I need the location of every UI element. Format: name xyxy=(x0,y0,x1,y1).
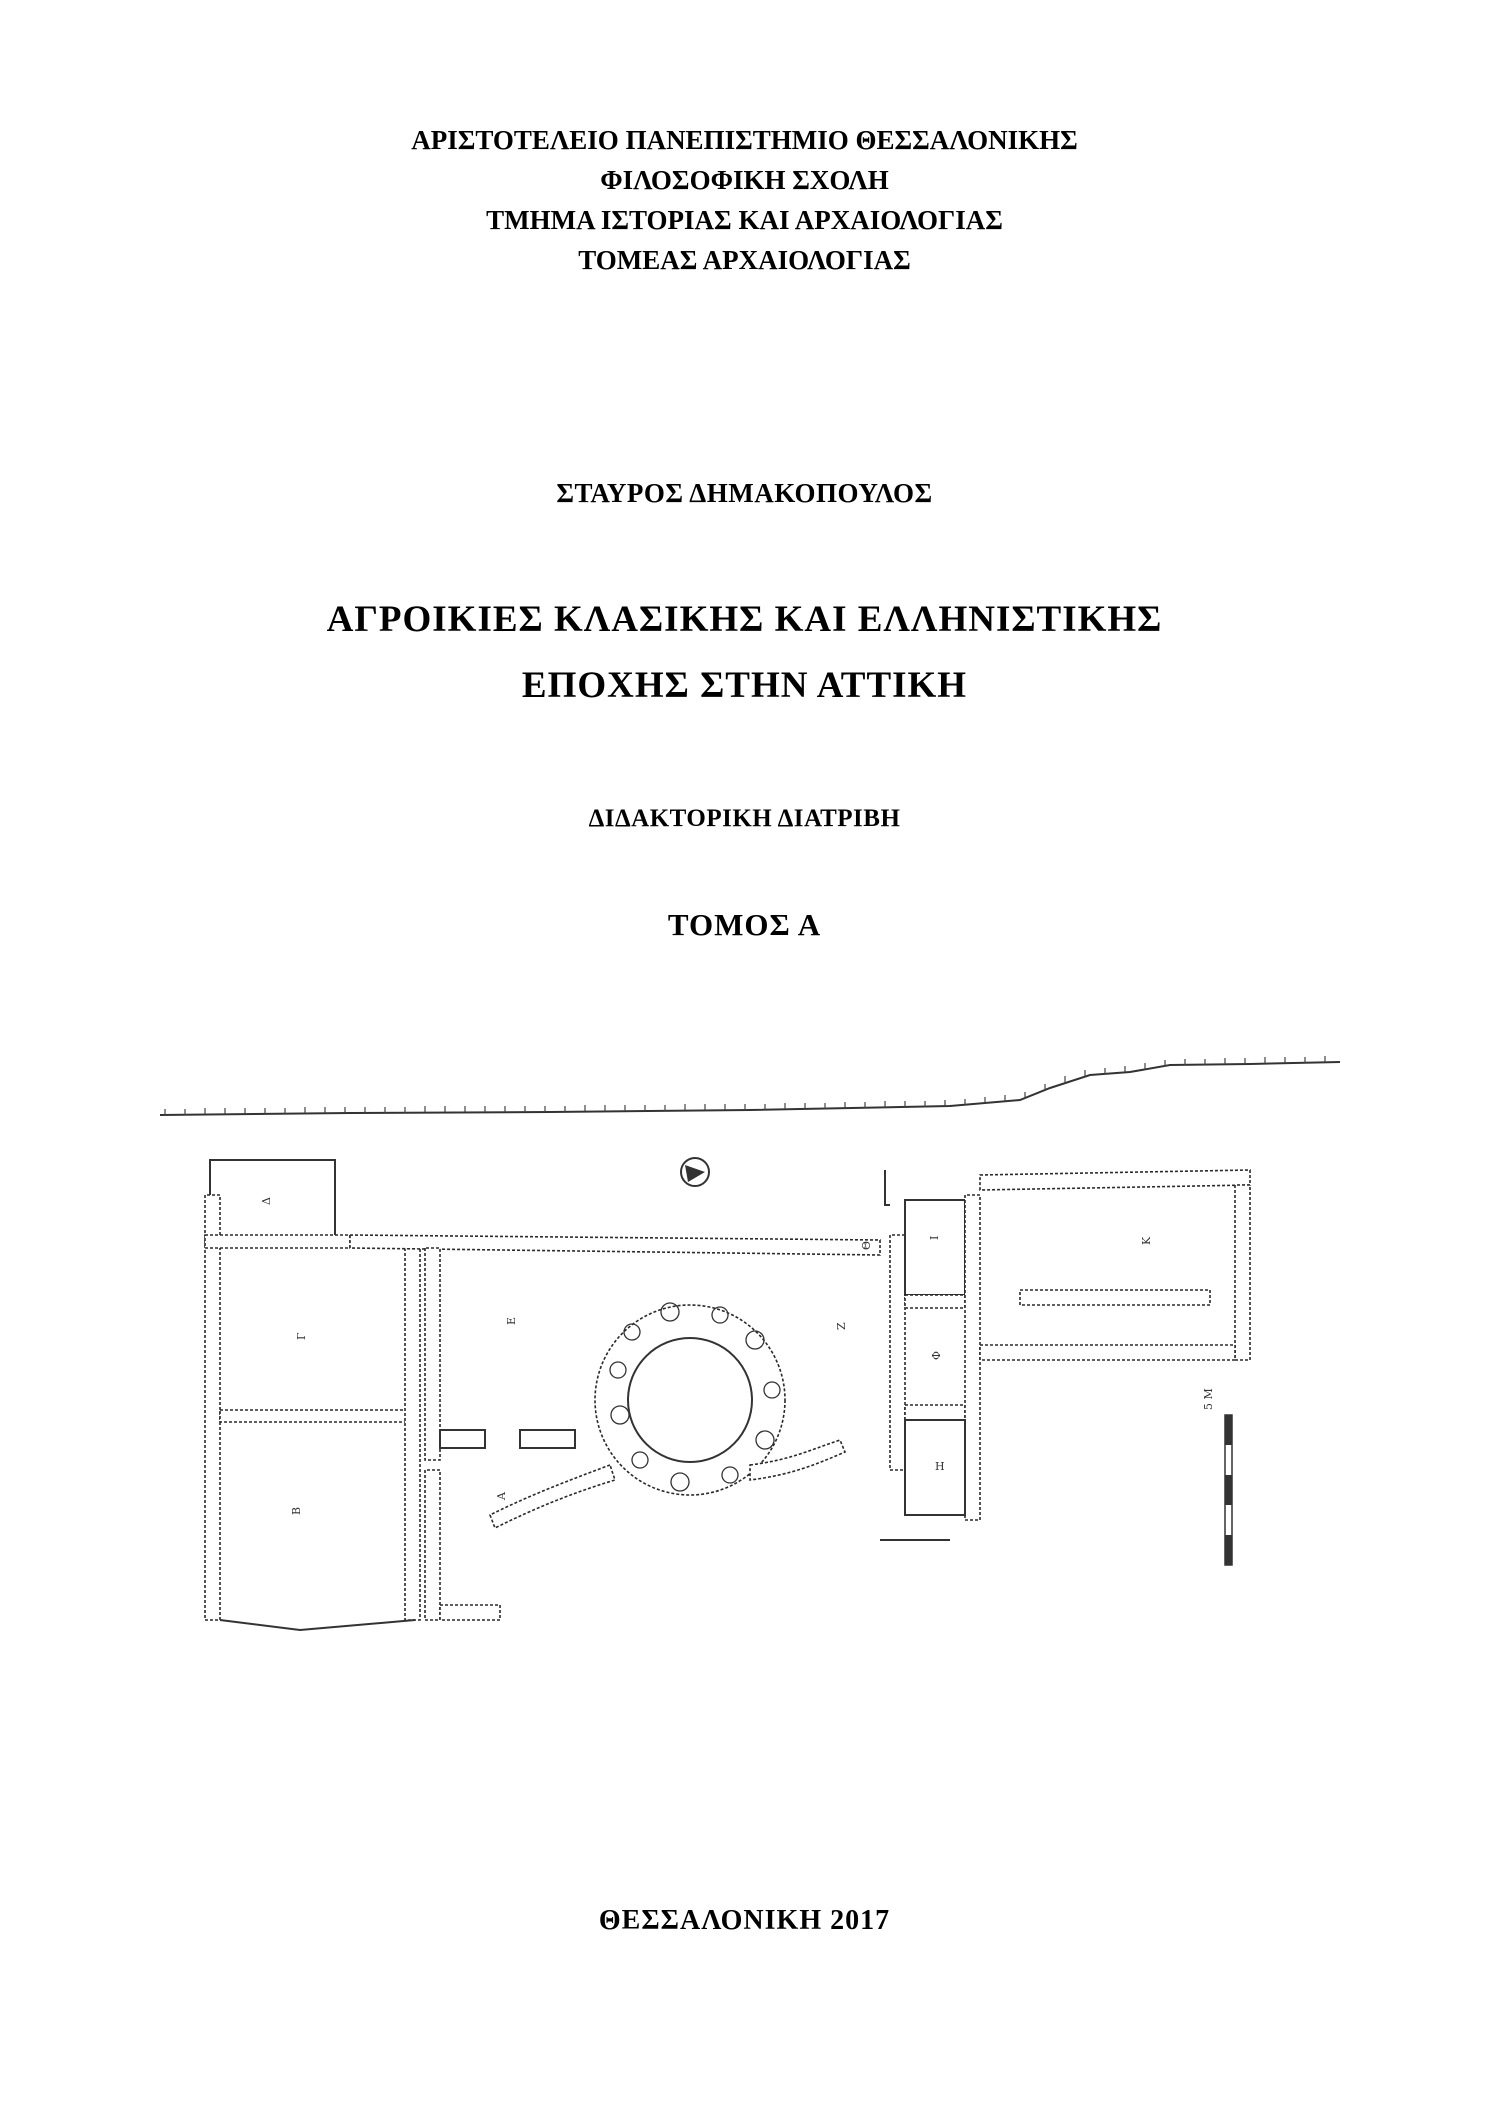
passage-block-2 xyxy=(520,1430,575,1448)
east-south-wall xyxy=(980,1345,1235,1360)
volume-label: ΤΟΜΟΣ Α xyxy=(667,907,822,942)
place-and-year: ΘΕΣΣΑΛΟΝΙΚΗ 2017 xyxy=(598,1905,891,1936)
east-north-wall xyxy=(980,1170,1250,1190)
title-line-1: ΑΓΡΟΙΚΙΕΣ ΚΛΑΣΙΚΗΣ ΚΑΙ ΕΛΛΗΝΙΣΤΙΚΗΣ xyxy=(326,599,1163,640)
room-label-theta: Θ xyxy=(860,1240,873,1250)
room-label-zeta: Ζ xyxy=(835,1322,848,1330)
room-label-eta: Η xyxy=(935,1460,945,1473)
room-iota xyxy=(905,1200,965,1295)
room-label-alpha: Α xyxy=(495,1492,508,1500)
room-label-delta: Δ xyxy=(260,1197,273,1205)
room-label-iota: Ι xyxy=(928,1235,941,1240)
corridor-inner-wall xyxy=(425,1248,440,1460)
author-name: ΣΤΑΥΡΟΣ ΔΗΜΑΚΟΠΟΥΛΟΣ xyxy=(556,478,933,508)
thesis-type: ΔΙΔΑΚΤΟΡΙΚΗ ΔΙΑΤΡΙΒΗ xyxy=(588,805,901,832)
scale-label: 5 M xyxy=(1202,1388,1215,1410)
room-label-phi: Φ xyxy=(930,1350,943,1360)
room-label-beta: Β xyxy=(290,1506,303,1515)
north-wall-west xyxy=(205,1235,350,1248)
title-line-2: ΕΠΟΧΗΣ ΣΤΗΝ ΑΤΤΙΚΗ xyxy=(521,665,968,706)
south-step xyxy=(440,1605,500,1620)
west-wall xyxy=(205,1195,220,1620)
site-plan-svg xyxy=(150,1020,1350,1640)
inner-wall-west xyxy=(405,1248,420,1620)
sector-name: ΤΟΜΕΑΣ ΑΡΧΑΙΟΛΟΓΙΑΣ xyxy=(578,245,911,275)
tower-curve-wall-west xyxy=(490,1465,615,1528)
terrain-line xyxy=(160,1062,1340,1115)
room-gamma-divider xyxy=(220,1410,410,1422)
east-room-wall xyxy=(965,1195,980,1520)
department-name: ΤΜΗΜΑ ΙΣΤΟΡΙΑΣ ΚΑΙ ΑΡΧΑΙΟΛΟΓΙΑΣ xyxy=(486,205,1003,235)
site-plan-drawing xyxy=(150,1020,1350,1640)
north-arrow-pointer xyxy=(685,1165,705,1182)
room-iota-divider xyxy=(905,1295,965,1308)
south-wall-west xyxy=(220,1620,415,1630)
terrain-hatching xyxy=(165,1056,1325,1115)
lower-inner-wall xyxy=(425,1470,440,1620)
east-east-wall xyxy=(1235,1185,1250,1360)
room-label-gamma: Γ xyxy=(295,1332,308,1340)
room-label-epsilon: Ε xyxy=(505,1316,518,1325)
university-name: ΑΡΙΣΤΟΤΕΛΕΙΟ ΠΑΝΕΠΙΣΤΗΜΙΟ ΘΕΣΣΑΛΟΝΙΚΗΣ xyxy=(411,125,1078,155)
east-inner-wall xyxy=(890,1235,905,1470)
tower-inner xyxy=(628,1338,752,1462)
school-name: ΦΙΛΟΣΟΦΙΚΗ ΣΧΟΛΗ xyxy=(600,165,889,195)
passage-block-1 xyxy=(440,1430,485,1448)
room-kappa-inner-wall xyxy=(1020,1290,1210,1305)
room-phi-divider xyxy=(905,1405,965,1420)
room-label-kappa: Κ xyxy=(1140,1236,1153,1245)
